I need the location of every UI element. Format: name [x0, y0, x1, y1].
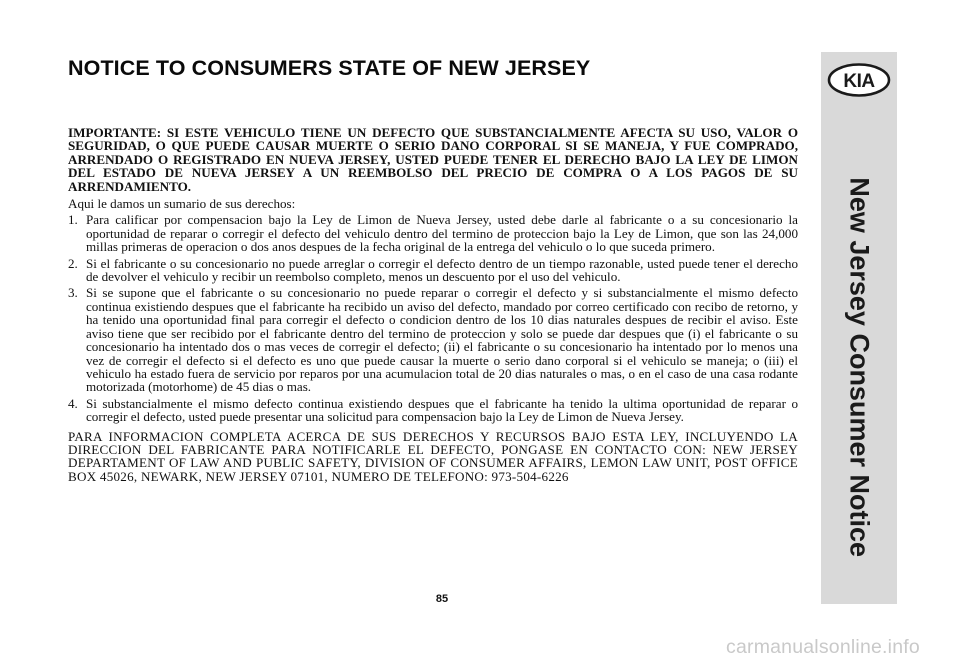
- kia-logo: [827, 62, 891, 98]
- notice-body: [68, 126, 798, 483]
- list-item: [68, 257, 798, 284]
- important-notice: IMPORTANTE: SI ESTE VEHICULO TIENE UN DEFECTO QUE SUBSTANCIALMENTE AFECTA SU USO, VALOR O SEGURIDAD, O QUE PUEDE CAUSAR MUERTE O SERIO DANO CORPORAL SI SE MANEJA, Y FUE COMPRADO, ARRENDADO O REGISTRADO EN NUEVA JERSEY, USTED PUEDE TENER EL DERECHO BAJO LA LEY DE LIMON DEL ESTADO DE NUEVA JERSEY A UN REEMBOLSO DEL PRECIO DE COMPRA O A LOS PAGOS DE SU ARRENDAMIENTO.: [68, 125, 798, 194]
- list-item-number: 4.: [68, 395, 78, 411]
- contact-information: PARA INFORMACION COMPLETA ACERCA DE SUS DERECHOS Y RECURSOS BAJO ESTA LEY, INCLUYENDO LA DIRECCION DEL FABRICANTE PARA NOTIFICARLE EL DEFECTO, PONGASE EN CONTACTO CON: NEW JERSEY DEPARTAMENT OF LAW AND PUBLIC SAFETY, DIVISION OF CONSUMER AFFAIRS, LEMON LAW UNIT, POST OFFICE BOX 45026, NEWARK, NEW JERSEY 07101, NUMERO DE TELEFONO: 973-504-6226: [68, 428, 798, 484]
- list-item-number: 1.: [68, 212, 78, 228]
- svg-text:KIA: KIA: [843, 71, 875, 92]
- watermark: carmanualsonline.info: [726, 636, 920, 658]
- list-item: [68, 397, 798, 424]
- section-sidebar: [821, 52, 897, 604]
- list-item-text: Si el fabricante o su concesionario no puede arreglar o corregir el defecto dentro de un tiempo razonable, usted puede tener el derecho de devolver el vehiculo y recibir un reembolso completo, menos un descuento por el uso del vehiculo.: [86, 255, 798, 285]
- list-item: [68, 213, 798, 253]
- list-item-text: Si se supone que el fabricante o su concesionario no puede reparar o corregir el defecto y si substancialmente el mismo defecto continua existiendo despues que el fabricante ha recibido un aviso del defecto, mandado por correo certificado con recibo de retorno, y ha tenido una oportunidad final para corregir el defecto o condicion dentro de los 10 dias naturales despues de recibir el aviso. Este aviso tiene que ser recibido por el fabricante dentro del termino de proteccion y solo se puede dar despues que (i) el fabricante o su concesionario ha intentado dos o mas veces de corregir el defecto; (ii) el fabricante o su concesionario ha intentado por lo menos una vez de corregir el defecto si el defecto es uno que puede causar la muerte o serio dano corporal si el vehiculo se maneja; o (iii) el vehiculo ha estado fuera de servicio por reparos por una acumulacion total de 20 dias naturales o mas, o en el caso de una casa rodante motorizada (motorhome) de 45 dias o mas.: [86, 285, 798, 395]
- list-item: [68, 286, 798, 393]
- page-title: NOTICE TO CONSUMERS STATE OF NEW JERSEY: [68, 56, 591, 80]
- list-item-text: Si substancialmente el mismo defecto continua existiendo despues que el fabricante ha tenido la ultima oportunidad de reparar o corregir el defecto, usted puede presentar una solicitud para compensacion bajo la Ley de Limon de Nueva Jersey.: [86, 395, 798, 425]
- list-item-text: Para calificar por compensacion bajo la Ley de Limon de Nueva Jersey, usted debe darle al fabricante o a su concesionario la oportunidad de reparar o corregir el defecto del vehiculo dentro del termino de proteccion bajo la Ley de Limon, que son las 24,000 millas primeras de operacion o dos anos despues de la fecha original de la entrega del vehiculo o lo que suceda primero.: [86, 212, 798, 255]
- vertical-section-title: New Jersey Consumer Notice: [844, 177, 875, 557]
- list-item-number: 2.: [68, 255, 78, 271]
- rights-intro: Aqui le damos un sumario de sus derechos:: [68, 196, 296, 212]
- page-number: 85: [435, 593, 449, 605]
- rights-list: [68, 213, 798, 423]
- list-item-number: 3.: [68, 285, 78, 301]
